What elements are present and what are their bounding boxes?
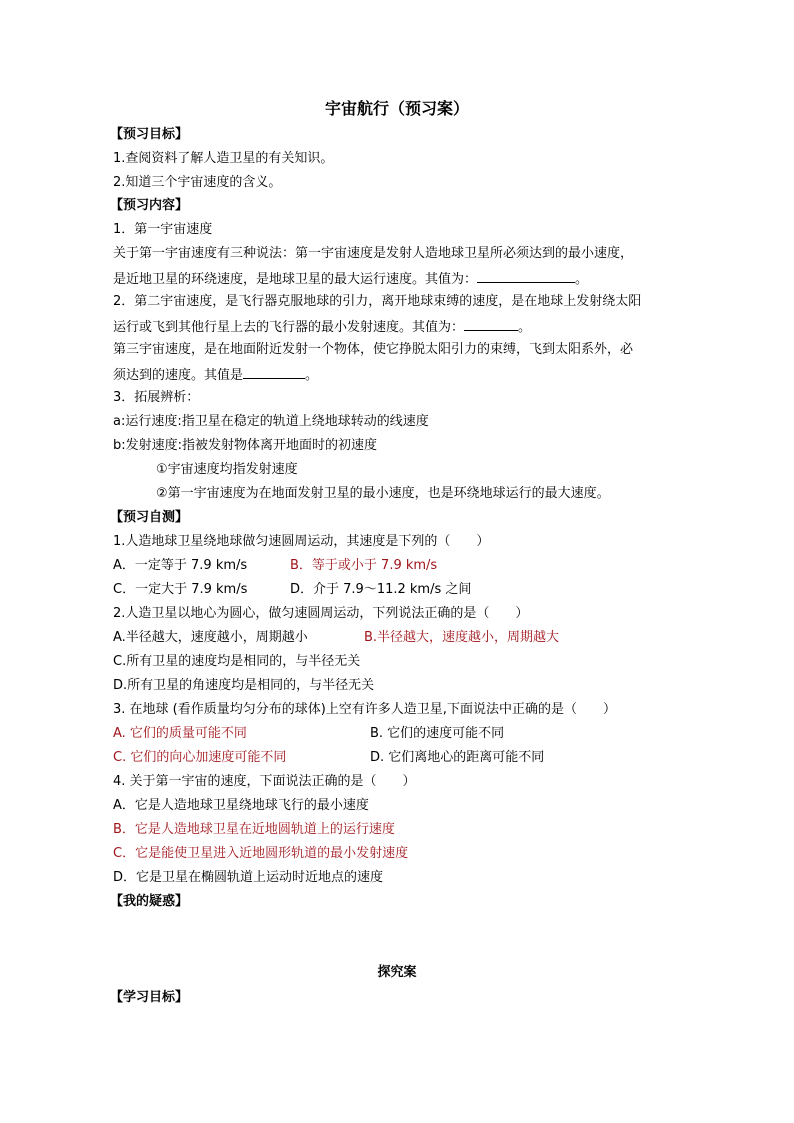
answer-blank-1[interactable] xyxy=(477,269,575,283)
answer-blank-2[interactable] xyxy=(464,317,518,331)
extension-b: b:发射速度:指被发射物体离开地面时的初速度 xyxy=(113,438,378,453)
q3-option-d: D. 它们离地心的距离可能不同 xyxy=(370,750,545,765)
q2-stem: 2.人造卫星以地心为圆心，做匀速圆周运动，下列说法正确的是（ ） xyxy=(113,606,529,621)
q2-option-c: C.所有卫星的速度均是相同的，与半径无关 xyxy=(113,654,361,669)
q1-option-c: C．一定大于 7.9 km/s xyxy=(113,582,248,597)
q1-option-a: A．一定等于 7.9 km/s xyxy=(113,558,248,573)
q4-option-c: C．它是能使卫星进入近地圆形轨道的最小发射速度 xyxy=(113,846,409,861)
second-cosmic-speed-text-1: 2．第二宇宙速度，是飞行器克服地球的引力，离开地球束缚的速度，是在地球上发射绕太阳 xyxy=(113,294,642,309)
goal-item-2: 2.知道三个宇宙速度的含义。 xyxy=(113,175,282,190)
explore-title: 探究案 xyxy=(377,965,417,980)
page-title: 宇宙航行（预习案） xyxy=(324,99,469,118)
first-cosmic-speed-text-2 xyxy=(113,269,588,288)
third-cosmic-speed-text-2 xyxy=(113,365,318,384)
self-test-heading: 【预习自测】 xyxy=(110,510,189,525)
third-cosmic-speed-text-1: 第三宇宙速度，是在地面附近发射一个物体，使它挣脱太阳引力的束缚，飞到太阳系外，必 xyxy=(113,342,634,357)
q4-option-b: B．它是人造地球卫星在近地圆轨道上的运行速度 xyxy=(113,822,395,837)
third-cosmic-speed-text-2-body: 须达到的速度。其值是 xyxy=(113,368,244,383)
extension-title: 3．拓展辨析： xyxy=(113,390,200,405)
first-cosmic-speed-text-2-body: 是近地卫星的环绕速度，是地球卫星的最大运行速度。其值为： xyxy=(113,272,478,287)
goal-item-1: 1.查阅资料了解人造卫星的有关知识。 xyxy=(113,151,334,166)
preview-goals-heading: 【预习目标】 xyxy=(110,127,189,142)
second-cosmic-speed-text-2 xyxy=(113,317,531,336)
q3-stem: 3. 在地球 (看作质量均匀分布的球体)上空有许多人造卫星,下面说法中正确的是（ ） xyxy=(113,702,616,717)
q4-option-d: D．它是卫星在椭圆轨道上运动时近地点的速度 xyxy=(113,870,384,885)
q3-option-a: A. 它们的质量可能不同 xyxy=(113,726,247,741)
q1-option-b: B．等于或小于 7.9 km/s xyxy=(290,558,438,573)
first-cosmic-speed-end: 。 xyxy=(575,272,589,287)
preview-content-heading: 【预习内容】 xyxy=(110,198,189,213)
extension-a: a:运行速度:指卫星在稳定的轨道上绕地球转动的线速度 xyxy=(113,414,429,429)
doubts-heading: 【我的疑惑】 xyxy=(110,894,189,909)
answer-blank-3[interactable] xyxy=(243,365,305,379)
q4-option-a: A．它是人造地球卫星绕地球飞行的最小速度 xyxy=(113,798,369,813)
q3-option-c: C. 它们的向心加速度可能不同 xyxy=(113,750,287,765)
q4-stem: 4. 关于第一宇宙的速度，下面说法正确的是（ ） xyxy=(113,774,416,789)
q3-option-b: B. 它们的速度可能不同 xyxy=(370,726,505,741)
first-cosmic-speed-title: 1．第一宇宙速度 xyxy=(113,222,213,237)
q1-stem: 1.人造地球卫星绕地球做匀速圆周运动，其速度是下列的（ ） xyxy=(113,534,490,549)
q2-option-b: B.半径越大，速度越小，周期越大 xyxy=(364,630,560,645)
second-cosmic-speed-end: 。 xyxy=(518,320,532,335)
study-goals-heading: 【学习目标】 xyxy=(110,990,189,1005)
second-cosmic-speed-text-2-body: 运行或飞到其他行星上去的飞行器的最小发射速度。其值为： xyxy=(113,320,465,335)
extension-note-2: ②第一宇宙速度为在地面发射卫星的最小速度，也是环绕地球运行的最大速度。 xyxy=(156,486,610,501)
q1-option-d: D．介于 7.9～11.2 km/s 之间 xyxy=(290,582,472,597)
q2-option-d: D.所有卫星的角速度均是相同的，与半径无关 xyxy=(113,678,375,693)
third-cosmic-speed-end: 。 xyxy=(305,368,319,383)
q2-option-a: A.半径越大，速度越小，周期越小 xyxy=(113,630,308,645)
extension-note-1: ①宇宙速度均指发射速度 xyxy=(156,462,298,477)
first-cosmic-speed-text-1: 关于第一宇宙速度有三种说法：第一宇宙速度是发射人造地球卫星所必须达到的最小速度， xyxy=(113,246,634,261)
